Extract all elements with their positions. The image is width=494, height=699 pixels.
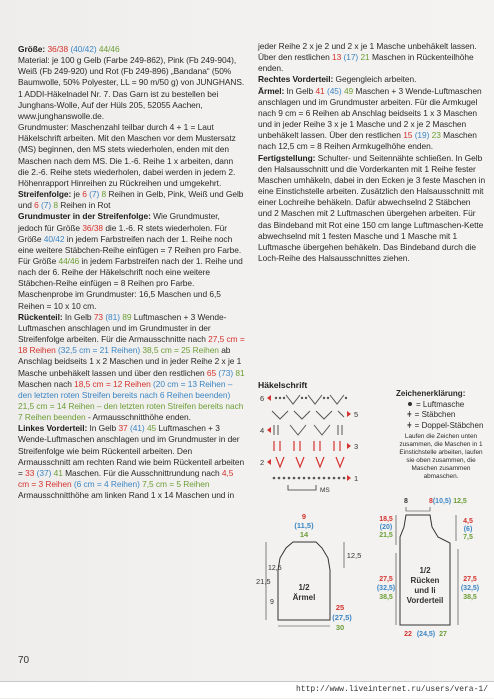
streifen-m: (7) [89,189,100,200]
gms-s2: 40/42 [43,233,65,244]
sl-left-bot: 9 [270,599,274,606]
v-t1: In Gelb [89,423,117,434]
row-label-3: 3 [354,442,359,451]
bd-top-mid-s: (10,5) [432,498,452,505]
r-b2: (32,5 cm = 21 Reihen) [58,345,141,356]
r-t1: In Gelb [64,311,92,322]
footer-url[interactable]: http://www.liveinternet.ru/users/vera-1/ [295,685,488,694]
bd-left2: 27,5 [379,576,393,583]
legend [396,389,486,482]
v-a3: 45 [146,423,157,434]
streifen-text1: Reihen in Gelb, Pink, Weiß und Gelb und [18,189,244,211]
sl-label-2: Ärmel [292,593,316,602]
streifen-text2: Reihen in Rot [60,200,111,211]
bd-right2-l: 38,5 [463,594,477,601]
sl-top-l: 14 [299,530,309,539]
chain-icon [408,402,412,406]
rvt-text: Gegengleich arbeiten. [335,74,417,85]
bd-left1-s: (20) [379,524,393,531]
sl-bottom-s: (27,5) [332,613,352,622]
ae-b1: 15 [403,130,413,141]
legend-item-chain [396,400,486,411]
size-small: 36/38 [47,44,69,54]
bd-right2-s: (32,5) [460,585,480,592]
bd-top-mid-l: 12,5 [453,498,467,505]
ae-b3: 23 [431,130,441,141]
r-c1: 65 [206,367,217,378]
row-label-6: 6 [260,394,265,403]
right-column [258,41,486,264]
dstab-icon: ǂ [407,420,412,430]
r-t3: ab Anschlag beidseits 1 x 2 Maschen und in jeder Reihe 2 x je 1 Masche unbehäkelt lassen und über den restlichen [18,345,242,378]
r-t4: Maschen nach [18,378,72,389]
size-large: 44/46 [98,44,120,54]
v-a2: (41) [129,423,145,434]
gms-s1: 36/38 [82,222,104,233]
v-b2: (37) [36,467,52,478]
legend-stab-text: = Stäbchen [414,410,456,419]
row-label-5: 5 [354,410,359,419]
r-b1: 27,5 cm = 18 Reihen [18,334,245,356]
v-b3: 41 [53,467,63,478]
ae-a3: 49 [343,85,354,96]
c-t2: Maschen in Rückenteilhöhe enden. [258,52,474,74]
v-c3: 7,5 cm = 5 Reihen [142,479,210,490]
v-t3: Maschen. Für die Ausschnittrundung nach [65,467,220,478]
r-a2: (81) [105,311,121,322]
v-c1: 4,5 cm = 3 Reihen [18,467,234,490]
r-d1: 18,5 cm = 12 Reihen [74,378,151,389]
ae-a2: (45) [326,85,342,96]
r-t5: - Armausschnitthöhe enden. [87,412,191,423]
fertig-text [258,153,486,265]
left-column [18,44,245,501]
body-schematic [372,493,492,638]
haekelschrift-title: Häkelschrift [258,380,308,390]
v-t4: Armausschnitthöhe am linken Rand 1 x 14 Maschen und in [18,490,235,501]
aermel-text [258,86,486,153]
gms-t1: Wie Grundmuster, jedoch für Größe [18,211,220,233]
fertig-body: Schulter- und Seitennähte schließen. In Gelb den Halsausschnitt und die Vorderkanten mit 1 Reihe fester Maschen umhäkeln, dabei in den Ecken je 3 feste Maschen in eine Einstichstelle arbeiten. Zusätzlich den Halsausschnitt mit einer Lochreihe behäkeln. Dafür abwechselnd 2 Stäbchen und 2 Maschen mit 2 Luftmaschen übergehen arbeiten. Für das Bindeband mit Rot eine 150 cm lange Luftmaschen-Kette abwechselnd mit 1 festen Masche und 1 Masche mit 1 Luftmasche übergehen behäkeln. Das Bindeband durch die Loch-Reihe des Halsausschnittes ziehen. [258,152,486,263]
ae-t3: Maschen nach 12,5 cm = 8 Reihen Armkugelhöhe enden. [258,130,477,152]
c-a2: (17) [343,52,359,63]
sl-top-s: (11,5) [294,521,314,530]
legend-dstab-text: = Doppel-Stäbchen [414,420,484,430]
ae-b2: (19) [414,130,430,141]
grundmuster-text: Grundmuster: Maschenzahl teilbar durch 4 + 1 = Laut Häkelschrift arbeiten. Mit den Maschen vor dem Mustersatz (MS) beginnen, den MS stets wiederholen, enden mit den Maschen nach dem MS. Die 1.-6. Reihe 1 x arbeiten, dann die 2.-6. Reihe stets wiederholen, dabei werden in jedem 2. Höhenrapport Hinreihen zu Rückreihen und umgekehrt. [18,122,236,188]
streifen-l2: 8 [53,200,58,211]
ms-label: MS [320,487,330,494]
material-text: Material: je 100 g Gelb (Farbe 249-862), Pink (Fb 249-904), Weiß (Fb 249-920) und Rot (Fb 249-896) „Bandana“ (50% Baumwolle, 50% Polyester, LL = 90 m/50 g) von JUNGHANS. 1 ADDI-Häkelnadel Nr. 7. Das Garn ist zu bestellen bei Junghans-Wolle, Auf der Hüls 205, 52055 Aachen, www.junghanswolle.de. [18,55,245,121]
bd-label-3: und li [414,586,436,595]
row-label-2: 2 [260,458,265,467]
bd-left2-s: (32,5) [376,585,396,592]
aermel-label: Ärmel: [258,85,285,96]
c-t1: jeder Reihe 2 x je 2 und 2 x je 1 Masche unbehäkelt lassen. Über den restlichen [258,41,477,63]
streifenfolge-line [18,189,245,211]
sl-left-top: 12,5 [268,565,282,572]
row-label-1: 1 [354,474,359,483]
gms-t2: die 1.-6. R stets wiederholen. Für Größe [18,222,227,244]
bd-label-4: Vorderteil [406,596,444,605]
gms-label: Grundmuster in der Streifenfolge: [18,211,151,222]
gms-t4: in jedem Farbstreifen nach der 1. Reihe und nach der 6. Reihe der Häkelschrift noch eine weitere Stäbchen-Reihe einfügen = 8 Reihen pro Farbe. [18,255,243,289]
vt-label: Linkes Vorderteil: [18,423,88,434]
bd-left1: 18,5 [379,516,393,523]
bd-top-mid: 8 [429,498,433,505]
groesse-label: Größe: [18,44,46,54]
v-t2: Luftmaschen + 3 Wende-Luftmaschen anschlagen und im Grundmuster in der Streifenfolge wie beim Rückenteil arbeiten. Den Armausschnitt am rechten Rand wie beim Rückenteil arbeiten = [18,423,245,478]
rechtes-vt-line [258,74,486,85]
streifen-l: 8 [101,189,107,200]
grundmuster-streifen-text [18,211,245,289]
bd-bottom: 22 [404,631,412,638]
r-t2: Luftmaschen + 3 Wende-Luftmaschen anschlagen und im Grundmuster in der Streifenfolge arbeiten. Für die Armausschnitte nach [18,311,227,345]
ae-t2: Maschen + 3 Wende-Luftmaschen anschlagen und im Grundmuster arbeiten. Für die Armkugel nach 9 cm = 6 Reihen ab Anschlag beidseits 1 x 3 Maschen und in jeder Reihe 3 x je 1 Masche und 2 x je 2 Maschen unbehäkelt lassen. Über den restlichen [258,85,482,141]
groesse-line [18,44,245,55]
v-a1: 37 [118,423,128,434]
bd-top-left: 8 [404,498,408,505]
fertig-label: Fertigstellung: [258,152,316,163]
r-d2: (20 cm = 13 Reihen – den letzten roten Streifen bereits nach 6 Reihen beenden) [18,378,233,400]
sl-top: 9 [301,512,307,521]
bd-right1: 4,5 [463,518,473,525]
legend-title: Zeichenerklärung: [396,389,466,398]
streifen-s: 6 [82,189,87,200]
bd-bottom-s: (24,5) [416,631,436,638]
page-number: 70 [18,655,30,666]
gms-t3: in jedem Farbstreifen nach der 1. Reihe noch eine weitere Stäbchen-Reihe einfügen = 7 Reihen pro Farbe. Für Größe [18,233,242,266]
r-b3: 38,5 cm = 25 Reihen [142,345,219,356]
v-b1: 33 [25,467,35,478]
r-c2: (73) [218,367,234,378]
sl-bottom: 25 [335,603,345,612]
bd-right1-l: 7,5 [463,534,473,541]
r-a1: 73 [93,311,104,322]
c-a3: 21 [360,52,370,63]
legend-item-dstab [396,421,486,432]
legend-item-stab [396,410,486,421]
size-medium: (40/42) [70,44,97,54]
r-d3: 21,5 cm = 14 Reihen – den letzten roten Streifen bereits nach 7 Reihen beenden [18,401,244,423]
streifen-je: je [73,189,80,200]
row-label-4: 4 [260,426,265,435]
footer-bar [0,681,494,698]
bd-right1-s: (6) [463,526,473,533]
crochet-chart [258,391,368,511]
bd-right2: 27,5 [463,576,477,583]
streifen-m2: (7) [41,200,52,211]
bd-bottom-l: 27 [439,631,447,638]
sleeve-schematic [258,510,370,636]
rvt-label: Rechtes Vorderteil: [258,74,334,85]
ruecken-label: Rückenteil: [18,311,63,322]
bd-left2-l: 38,5 [379,594,393,601]
c-a1: 13 [331,52,342,63]
vorderteil-text [18,423,245,501]
r-c3: 81 [235,367,245,378]
sl-left-len: 21,5 [256,577,271,586]
streifen-s2: 6 [34,200,39,211]
bd-label-2: Rücken [410,576,440,585]
sl-label-1: 1/2 [298,583,310,592]
stab-icon: ǂ [407,410,412,419]
legend-chain-text: = Luftmasche [416,399,465,409]
bd-left1-l: 21,5 [379,532,393,539]
ruecken-text [18,312,245,424]
sl-right-len: 12,5 [346,551,362,560]
ae-a1: 41 [315,85,325,96]
streifenfolge-label: Streifenfolge: [18,189,72,200]
sl-bottom-l: 30 [335,623,345,632]
vt-continued [258,41,486,74]
maschenprobe-text: Maschenprobe im Grundmuster: 16,5 Maschen und 6,5 Reihen = 10 x 10 cm. [18,289,221,311]
ae-t1: In Gelb [286,85,314,96]
gms-s3: 44/46 [58,255,80,266]
legend-note: Laufen die Zeichen unten zusammen, die Maschen in 1 Einstichstelle arbeiten, laufen sie oben zusammen, die Maschen zusammen abmaschen. [399,433,483,481]
r-a3: 89 [122,311,132,322]
v-c2: (6 cm = 4 Reihen) [73,479,140,490]
bd-label-1: 1/2 [419,566,431,575]
